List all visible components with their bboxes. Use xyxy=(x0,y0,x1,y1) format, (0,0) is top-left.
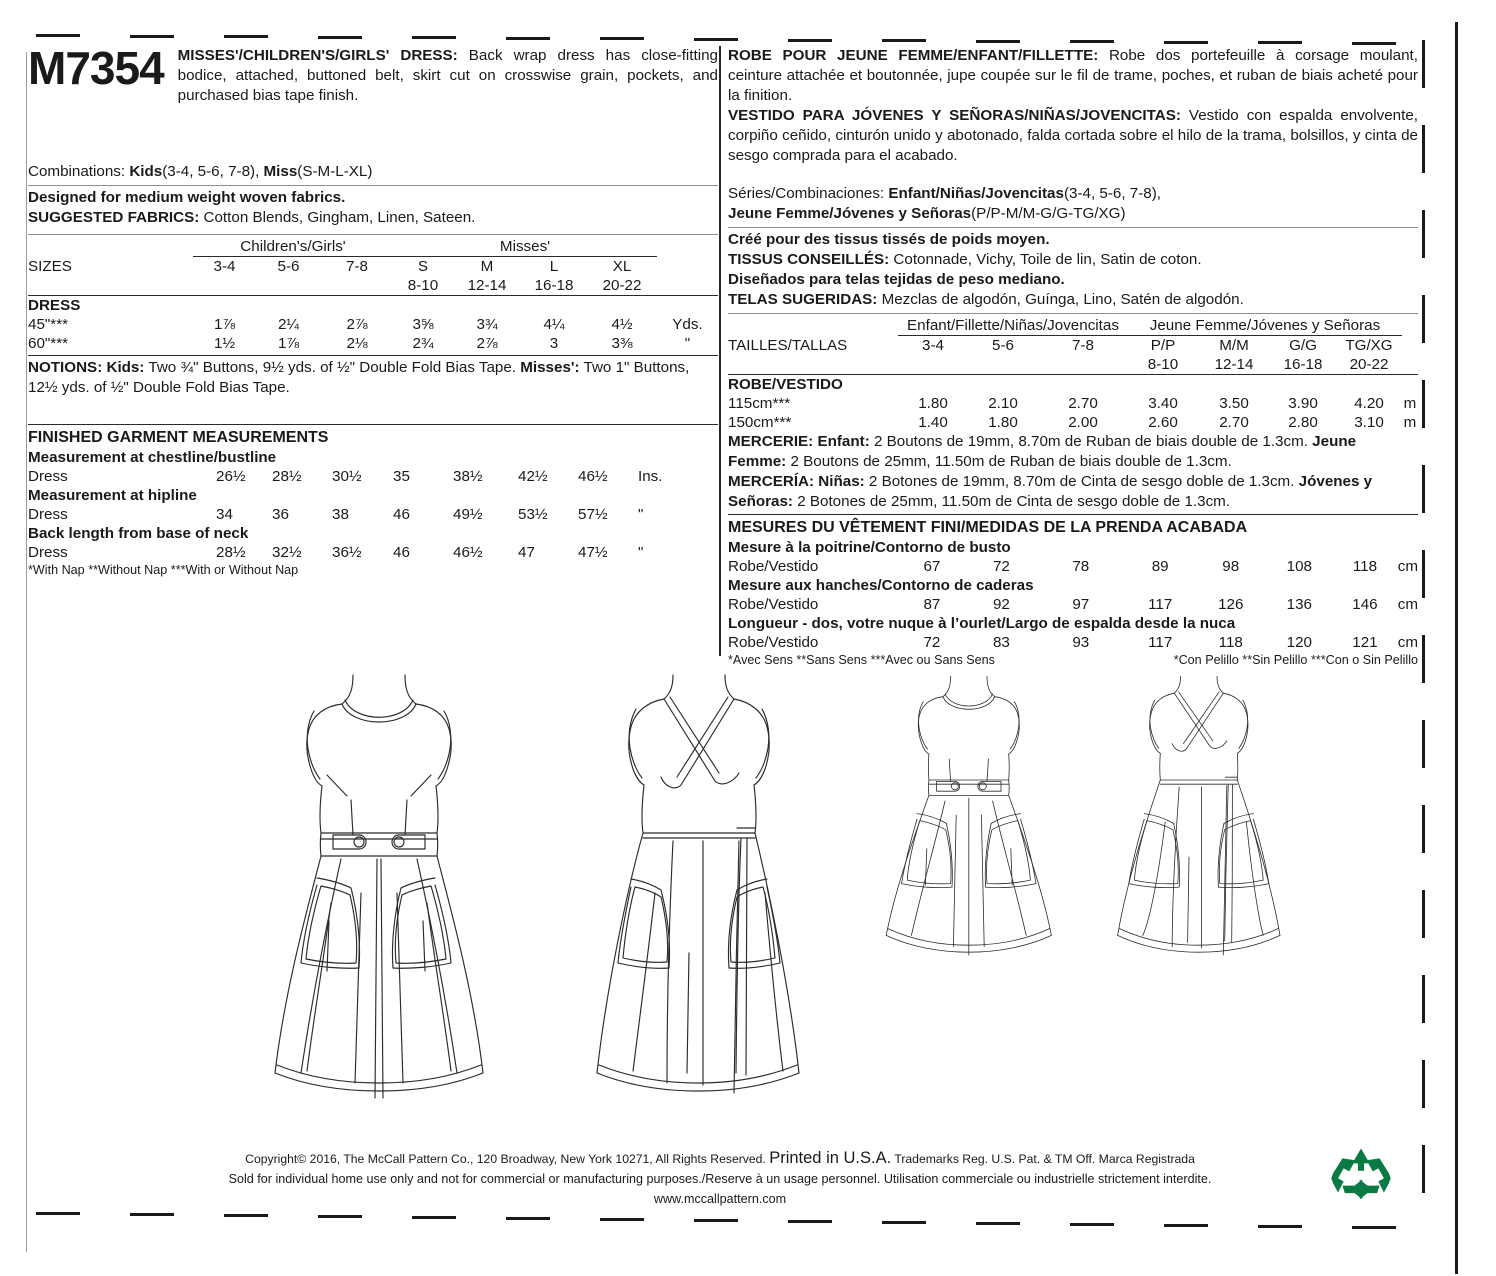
garment-description xyxy=(178,46,718,106)
yardage-cell: 2.60 xyxy=(1148,414,1178,431)
table-row xyxy=(28,315,718,334)
garment-description-fr-title: ROBE POUR JEUNE FEMME/ENFANT/FILLETTE: xyxy=(728,47,1099,64)
yardage-cell: 4.20 xyxy=(1354,395,1384,412)
fgm-cell: 108 xyxy=(1286,558,1312,575)
notions-kids-label: Kids: xyxy=(102,359,145,376)
fgm-cell: 46½ xyxy=(578,468,608,485)
notions-label: NOTIONS: xyxy=(28,359,103,376)
size-col-7: TG/XG xyxy=(1345,337,1393,354)
fgm-cell: 72 xyxy=(992,558,1010,575)
fgm-cell: 53½ xyxy=(518,506,548,523)
size-sub-4: 8-10 xyxy=(407,277,439,294)
fgm-cell: 146 xyxy=(1352,596,1378,613)
merceria-kids-label: Niñas: xyxy=(814,473,865,490)
fgm-cell: 72 xyxy=(923,634,941,651)
copyright-line xyxy=(120,1148,1320,1169)
divider xyxy=(728,514,1418,515)
yardage-table-metric xyxy=(728,316,1418,432)
table-row xyxy=(28,505,718,524)
size-sub-7: 20-22 xyxy=(602,277,642,294)
yardage-cell: 2.10 xyxy=(988,395,1018,412)
size-col-2: 5-6 xyxy=(277,258,300,275)
right-edge-bar xyxy=(1455,22,1458,1274)
combinations-kids-sizes: (3-4, 5-6, 7-8), xyxy=(162,163,264,180)
size-col-4: P/P xyxy=(1150,337,1176,354)
divider xyxy=(28,185,718,186)
fgm-cell: 118 xyxy=(1218,634,1243,651)
table-row xyxy=(28,448,718,467)
fgm-row-label: Robe/Vestido xyxy=(728,558,819,575)
technical-drawings xyxy=(150,665,1330,1135)
table-row xyxy=(28,486,718,505)
telas-body: Mezclas de algodón, Guínga, Lino, Satén de algodón. xyxy=(877,291,1244,308)
yardage-cell: 2¾ xyxy=(412,335,434,352)
fgm-heading: Mesure à la poitrine/Contorno de busto xyxy=(728,539,1011,556)
fgm-unit: Ins. xyxy=(638,468,663,485)
combinations-miss: Miss xyxy=(263,163,298,180)
notions-kids-body: Two ¾" Buttons, 9½ yds. of ½" Double Fold Bias Tape. xyxy=(144,359,521,376)
merceria-miss-label: Jóvenes y Señoras: xyxy=(728,473,1373,510)
fgm-unit: " xyxy=(638,506,644,523)
fgm-cell: 97 xyxy=(1072,596,1090,613)
garment-description-fr-body: Robe dos portefeuille à corsage moulant, ceinture attachée et boutonnée, jupe coupée sur le fil de trame, poches, et ruban de biais acheté pour la finition. xyxy=(728,47,1418,104)
finished-measurements-table-metric xyxy=(728,538,1418,652)
size-col-3: 7-8 xyxy=(1072,337,1094,354)
designed-for-note: Designed for medium weight woven fabrics. xyxy=(28,189,346,206)
combinations-miss-sizes: (S-M-L-XL) xyxy=(297,163,373,180)
yardage-cell: 3.40 xyxy=(1148,395,1178,412)
column-divider xyxy=(719,46,721,656)
fgm-cell: 98 xyxy=(1222,558,1240,575)
yardage-unit: m xyxy=(1403,414,1417,431)
fgm-cell: 121 xyxy=(1352,634,1378,651)
fgm-cell: 47 xyxy=(518,544,535,561)
header-row xyxy=(28,42,719,106)
fgm-cell: 57½ xyxy=(578,506,608,523)
mercerie-miss-label: Jeune Femme: xyxy=(728,433,1357,470)
nap-note-english: *With Nap **Without Nap ***With or Without Nap xyxy=(28,563,299,577)
combinations-label: Combinations: xyxy=(28,163,130,180)
size-sub-5: 12-14 xyxy=(467,277,507,294)
fgm-row-label: Dress xyxy=(28,468,68,485)
table-row xyxy=(728,394,1418,413)
mercerie-label: MERCERIE: xyxy=(728,433,814,450)
garment-row-label: DRESS xyxy=(28,296,193,316)
divider xyxy=(28,355,718,356)
size-col-3: 7-8 xyxy=(346,258,368,275)
mercerie-miss-body: 2 Boutons de 25mm, 11.50m de Ruban de biais double de 1.3cm. xyxy=(786,453,1232,470)
table-row xyxy=(28,237,718,257)
series-miss: Jeune Femme/Jóvenes y Señoras xyxy=(728,205,972,222)
yardage-cell: 1⅞ xyxy=(277,335,300,352)
fgm-cell: 30½ xyxy=(332,468,362,485)
series-miss-sizes: (P/P-M/M-G/G-TG/XG) xyxy=(971,205,1126,222)
trademarks-text: Trademarks Reg. U.S. Pat. & TM Off. Marca Registrada xyxy=(891,1152,1195,1166)
fgm-cell: 87 xyxy=(923,596,941,613)
telas-sugeridas xyxy=(728,290,1418,310)
finished-measurements-title: FINISHED GARMENT MEASUREMENTS xyxy=(28,429,329,446)
girls-dress-back-wrap-view xyxy=(1118,676,1280,955)
garment-description-es-title: VESTIDO PARA JÓVENES Y SEÑORAS/NIÑAS/JOVENCITAS: xyxy=(728,107,1181,124)
footer xyxy=(120,1148,1320,1209)
fgm-cell: 117 xyxy=(1148,634,1173,651)
table-row xyxy=(728,316,1418,336)
suggested-fabrics-body: Cotton Blends, Gingham, Linen, Sateen. xyxy=(199,209,476,226)
printed-in-usa: Printed in U.S.A. xyxy=(769,1149,892,1167)
merceria-kids-body: 2 Botones de 19mm, 8.70m de Cinta de sesgo doble de 1.3cm. xyxy=(864,473,1299,490)
yardage-cell: 1.40 xyxy=(918,414,948,431)
notions-misses-body: Two 1" Buttons, 12½ yds. of ½" Double Fold Bias Tape. xyxy=(28,359,690,396)
misses-dress-front-view xyxy=(275,675,483,1098)
yardage-cell: 3.50 xyxy=(1219,395,1249,412)
left-trim-line xyxy=(26,52,27,1252)
divider xyxy=(728,227,1418,228)
yardage-cell: 2⅞ xyxy=(476,335,498,352)
table-row xyxy=(28,296,718,316)
finished-measurements-title-metric: MESURES DU VÊTEMENT FINI/MEDIDAS DE LA PRENDA ACABADA xyxy=(728,519,1248,536)
tissus-conseilles xyxy=(728,250,1418,270)
fgm-heading: Longueur - dos, votre nuque à l’ourlet/Largo de espalda desde la nuca xyxy=(728,615,1236,632)
fgm-cell: 126 xyxy=(1218,596,1244,613)
fgm-cell: 117 xyxy=(1148,596,1173,613)
fgm-cell: 83 xyxy=(992,634,1010,651)
merceria-label: MERCERÍA: xyxy=(728,473,815,490)
yardage-cell: 4½ xyxy=(611,316,633,333)
suggested-fabrics xyxy=(28,208,718,228)
table-row xyxy=(28,334,718,353)
series-line-1 xyxy=(728,184,1418,204)
nap-note-french: *Avec Sens **Sans Sens ***Avec ou Sans Sens xyxy=(728,653,995,667)
size-sub-4: 8-10 xyxy=(1147,356,1179,373)
fgm-cell: 47½ xyxy=(578,544,608,561)
notions-english xyxy=(28,358,718,398)
series-line-2 xyxy=(728,204,1418,224)
yardage-cell: 3⅝ xyxy=(412,316,434,333)
garment-description-es xyxy=(728,106,1418,166)
fabric-width-1-metric: 115cm*** xyxy=(728,395,791,412)
fgm-unit: cm xyxy=(1397,596,1418,613)
size-col-1: 3-4 xyxy=(922,337,944,354)
table-row xyxy=(728,413,1418,432)
yardage-cell: 2.80 xyxy=(1288,414,1318,431)
right-cut-dashes xyxy=(1418,40,1432,1230)
notions-french xyxy=(728,432,1418,472)
website-url[interactable]: www.mccallpattern.com xyxy=(653,1192,787,1206)
sizes-label-metric: TAILLES/TALLAS xyxy=(728,337,848,354)
nap-note-spanish: *Con Pelillo **Sin Pelillo ***Con o Sin Pelillo xyxy=(1173,653,1418,667)
table-row xyxy=(728,633,1418,652)
fgm-cell: 36 xyxy=(272,506,289,523)
yardage-cell: 2.70 xyxy=(1068,395,1098,412)
merceria-miss-body: 2 Botones de 25mm, 11.50m de Cinta de sesgo doble de 1.3cm. xyxy=(793,493,1231,510)
size-col-1: 3-4 xyxy=(213,258,236,275)
fgm-heading: Mesure aux hanches/Contorno de caderas xyxy=(728,577,1034,594)
yardage-cell: 3¾ xyxy=(476,316,498,333)
fgm-heading: Measurement at hipline xyxy=(28,487,197,504)
group-header-kids-metric: Enfant/Fillette/Niñas/Jovencitas xyxy=(898,316,1128,336)
finished-measurements-table-english xyxy=(28,448,718,562)
table-row xyxy=(728,375,1418,395)
group-header-kids: Children's/Girls' xyxy=(193,237,393,257)
table-row xyxy=(728,557,1418,576)
yardage-cell: 2.70 xyxy=(1219,414,1249,431)
size-col-6: L xyxy=(549,258,559,275)
disenados-note: Diseñados para telas tejidas de peso mediano. xyxy=(728,271,1065,288)
size-col-7: XL xyxy=(612,258,632,275)
fgm-cell: 92 xyxy=(992,596,1010,613)
fgm-cell: 34 xyxy=(216,506,233,523)
fgm-cell: 67 xyxy=(923,558,941,575)
fgm-unit: cm xyxy=(1397,634,1418,651)
fgm-cell: 93 xyxy=(1072,634,1090,651)
combinations-line xyxy=(28,162,718,182)
telas-label: TELAS SUGERIDAS: xyxy=(728,291,878,308)
english-column xyxy=(28,42,719,578)
fgm-row-label: Robe/Vestido xyxy=(728,634,819,651)
divider xyxy=(28,234,718,235)
garment-row-label-metric: ROBE/VESTIDO xyxy=(728,375,898,395)
notions-spanish xyxy=(728,472,1418,512)
table-row xyxy=(28,276,718,296)
series-kids-sizes: (3-4, 5-6, 7-8), xyxy=(1063,185,1162,202)
garment-description-title: MISSES'/CHILDREN'S/GIRLS' DRESS: xyxy=(177,47,458,64)
fgm-heading: Back length from base of neck xyxy=(28,525,249,542)
divider xyxy=(28,424,718,425)
fgm-unit: " xyxy=(638,544,644,561)
yardage-cell: 2¼ xyxy=(277,316,300,333)
yardage-table-english xyxy=(28,237,718,353)
yardage-cell: 2.00 xyxy=(1068,414,1098,431)
size-sub-6: 16-18 xyxy=(1283,356,1323,373)
sizes-label: SIZES xyxy=(28,258,72,275)
fgm-cell: 32½ xyxy=(272,544,302,561)
table-row xyxy=(728,336,1418,356)
series-kids: Enfant/Niñas/Jovencitas xyxy=(888,185,1064,202)
fabric-width-2: 60"*** xyxy=(28,335,69,352)
yardage-cell: 1.80 xyxy=(918,395,948,412)
fgm-row-label: Dress xyxy=(28,506,68,523)
notions-misses-label: Misses': xyxy=(520,359,580,376)
yardage-unit: Yds. xyxy=(672,316,703,333)
tissus-body: Cotonnade, Vichy, Toile de lin, Satin de coton. xyxy=(889,251,1202,268)
yardage-unit: " xyxy=(684,335,691,352)
cree-note: Créé pour des tissus tissés de poids moyen. xyxy=(728,231,1050,248)
yardage-cell: 1½ xyxy=(213,335,236,352)
size-col-6: G/G xyxy=(1289,337,1317,354)
table-row xyxy=(28,257,718,277)
fgm-cell: 38 xyxy=(332,506,349,523)
misses-dress-back-wrap-view xyxy=(597,675,799,1093)
size-col-5: M xyxy=(480,258,494,275)
copyright-text: Copyright© 2016, The McCall Pattern Co., 120 Broadway, New York 10271, All Rights Reserved. xyxy=(245,1152,770,1166)
fgm-cell: 136 xyxy=(1286,596,1312,613)
yardage-unit: m xyxy=(1403,395,1417,412)
tissus-label: TISSUS CONSEILLÉS: xyxy=(728,251,890,268)
fgm-cell: 36½ xyxy=(332,544,362,561)
fgm-cell: 35 xyxy=(393,468,410,485)
yardage-cell: 1.80 xyxy=(988,414,1018,431)
fgm-unit: cm xyxy=(1397,558,1418,575)
fgm-cell: 78 xyxy=(1072,558,1090,575)
recycle-icon xyxy=(1330,1146,1392,1202)
series-label: Séries/Combinaciones: xyxy=(728,185,889,202)
table-row xyxy=(728,355,1418,375)
table-row xyxy=(728,576,1418,595)
fabric-width-2-metric: 150cm*** xyxy=(728,414,792,431)
garment-description-body: Back wrap dress has close-fitting bodice, attached, buttoned belt, skirt cut on crosswise grain, pockets, and purchased bias tape finish. xyxy=(177,47,719,104)
page-title: M7354 xyxy=(28,42,164,94)
size-col-2: 5-6 xyxy=(992,337,1014,354)
fabric-width-1: 45"*** xyxy=(28,316,69,333)
fgm-cell: 28½ xyxy=(216,544,246,561)
yardage-cell: 3.90 xyxy=(1288,395,1318,412)
table-row xyxy=(728,595,1418,614)
size-sub-5: 12-14 xyxy=(1214,356,1254,373)
yardage-cell: 3.10 xyxy=(1354,414,1384,431)
fgm-cell: 26½ xyxy=(216,468,246,485)
size-col-5: M/M xyxy=(1219,337,1249,354)
table-row xyxy=(28,543,718,562)
table-row xyxy=(28,524,718,543)
fgm-cell: 120 xyxy=(1286,634,1312,651)
mercerie-kids-label: Enfant: xyxy=(813,433,870,450)
yardage-cell: 1⅞ xyxy=(213,316,236,333)
size-col-4: S xyxy=(417,258,429,275)
fgm-cell: 42½ xyxy=(518,468,548,485)
yardage-cell: 2⅞ xyxy=(346,316,368,333)
fgm-cell: 49½ xyxy=(453,506,483,523)
mercerie-kids-body: 2 Boutons de 19mm, 8.70m de Ruban de biais double de 1.3cm. xyxy=(869,433,1313,450)
yardage-cell: 3⅜ xyxy=(611,335,633,352)
combinations-kids: Kids xyxy=(129,163,163,180)
garment-description-fr xyxy=(728,46,1418,106)
bottom-cut-dashes xyxy=(36,1212,1436,1232)
size-sub-6: 16-18 xyxy=(534,277,574,294)
group-header-misses: Misses' xyxy=(393,237,657,257)
table-row xyxy=(728,614,1418,633)
fgm-row-label: Dress xyxy=(28,544,68,561)
fgm-cell: 89 xyxy=(1151,558,1169,575)
divider xyxy=(728,313,1418,314)
fgm-cell: 118 xyxy=(1352,558,1378,575)
usage-terms: Sold for individual home use only and not for commercial or manufacturing purposes./Reserve à un usage personnel. Utilisation commerciale ou industrielle strictement interdite. xyxy=(228,1172,1212,1186)
yardage-cell: 2⅛ xyxy=(346,335,368,352)
table-row xyxy=(728,538,1418,557)
suggested-fabrics-label: SUGGESTED FABRICS: xyxy=(28,209,200,226)
table-row xyxy=(28,467,718,486)
fgm-cell: 46 xyxy=(393,506,410,523)
size-sub-7: 20-22 xyxy=(1349,356,1389,373)
fgm-cell: 46 xyxy=(393,544,410,561)
fgm-cell: 38½ xyxy=(453,468,483,485)
fgm-row-label: Robe/Vestido xyxy=(728,596,819,613)
garment-description-es-body: Vestido con espalda envolvente, corpiño ceñido, cinturón unido y abotonado, falda cortada sobre el hilo de la trama, bolsillos, y cinta de sesgo comprada para el acabado. xyxy=(728,107,1418,164)
fgm-cell: 46½ xyxy=(453,544,483,561)
girls-dress-front-view xyxy=(886,676,1051,955)
group-header-misses-metric: Jeune Femme/Jóvenes y Señoras xyxy=(1128,316,1402,336)
yardage-cell: 4¼ xyxy=(543,316,565,333)
french-spanish-column xyxy=(728,46,1418,668)
fgm-cell: 28½ xyxy=(272,468,302,485)
yardage-cell: 3 xyxy=(549,335,559,352)
fgm-heading: Measurement at chestline/bustline xyxy=(28,449,277,466)
